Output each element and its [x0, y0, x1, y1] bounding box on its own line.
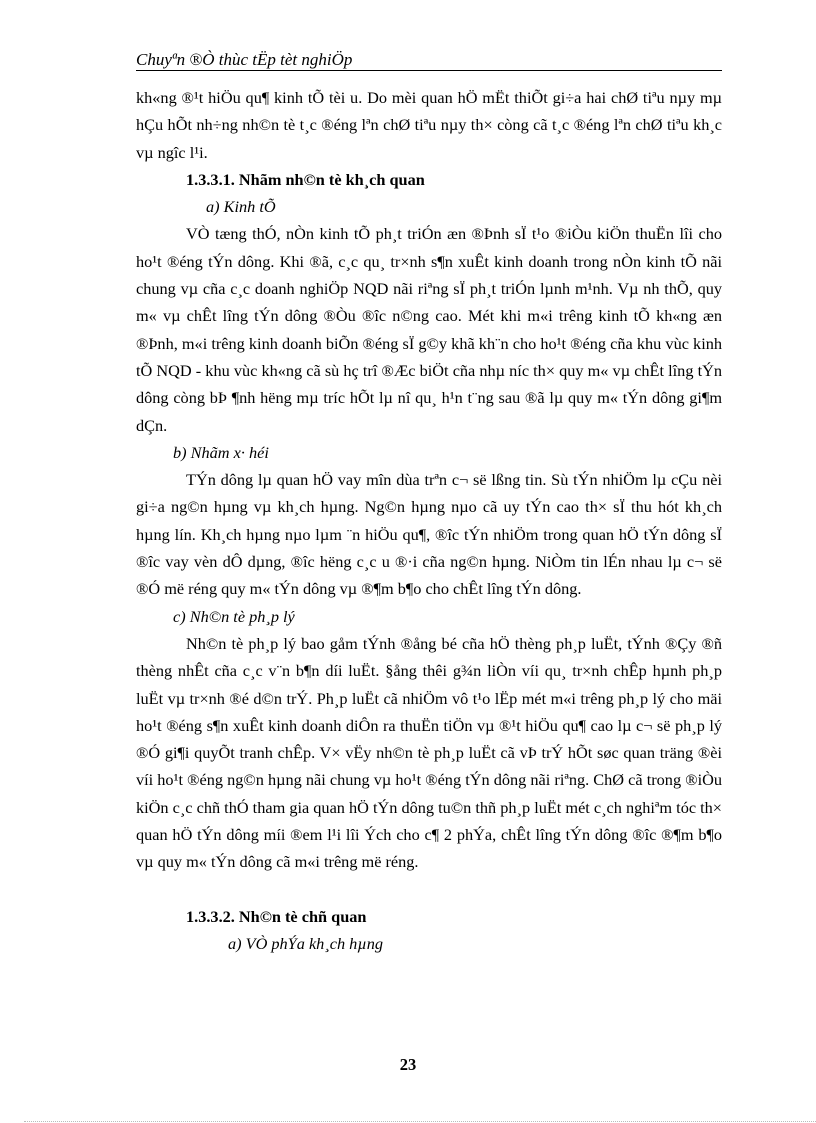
subheading-economy: a) Kinh tÕ	[206, 197, 276, 217]
paragraph-social: TÝn dông lµ quan hÖ vay mîn dùa trªn c¬ së lßng tin. Sù tÝn nhiÖm lµ cÇu nèi gi÷a ng©n hµng vµ kh¸ch hµng. Ng©n hµng nµo cã uy tÝn cao th× sÏ thu hót kh¸ch hµng lín. Kh¸ch hµng nµo lµm ¨n hiÖu qu¶, ®îc tÝn nhiÖm trong quan hÖ tÝn dông sÏ ®îc vay vèn dÔ dµng, ®îc hëng c¸c u ®·i cña ng©n hµng. NiÒm tin lÉn nhau lµ c¬ së ®Ó më réng quy m« tÝn dông vµ ®¶m b¶o cho chÊt lîng tÝn dông.	[136, 470, 722, 599]
paragraph-economy: VÒ tæng thÓ, nÒn kinh tÕ ph¸t triÓn æn ®Þnh sÏ t¹o ®iÒu kiÖn thuËn lîi cho ho¹t ®éng tÝn dông. Khi ®ã, c¸c qu¸ tr×nh s¶n xuÊt kinh doanh trong nÒn kinh tÕ nãi chung vµ cña c¸c doanh nghiÖp NQD nãi riªng sÏ ph¸t triÓn lµnh m¹nh. Vµ nh thÕ, quy m« vµ chÊt lîng tÝn dông ®Òu ®îc n©ng cao. Mét khi m«i trêng kinh tÕ kh«ng æn ®Þnh, m«i trêng kinh doanh biÕn ®éng sÏ g©y khã kh¨n cho ho¹t ®éng cña khu vùc kinh tÕ NQD - khu vùc kh«ng cã sù hç trî ®Æc biÖt cña nhµ níc th× quy m« vµ chÊt lîng tÝn dông còng bÞ ¶nh hëng mµ tríc hÕt lµ nî qu¸ h¹n t¨ng sau ®ã lµ quy m« tÝn dông gi¶m dÇn.	[136, 224, 722, 435]
page-bottom-rule	[24, 1121, 816, 1122]
subheading-customer: a) VÒ phÝa kh¸ch hµng	[228, 933, 383, 953]
spacer	[136, 876, 722, 903]
running-header: Chuyªn ®Ò thùc tËp tèt nghiÖp	[136, 50, 353, 69]
subheading-social: b) Nhãm x· héi	[173, 442, 269, 462]
paragraph-legal: Nh©n tè ph¸p lý bao gåm tÝnh ®ång bé cña hÖ thèng ph¸p luËt, tÝnh ®Çy ®ñ thèng nhÊt cña c¸c v¨n b¶n díi luËt. §ång thêi g¾n liÒn víi qu¸ tr×nh chÊp hµnh ph¸p luËt vµ tr×nh ®é d©n trÝ. Ph¸p luËt cã nhiÖm vô t¹o lËp mét m«i trêng ph¸p lý cho mäi ho¹t ®éng s¶n xuÊt kinh doanh diÔn ra thuËn tiÖn vµ ®¹t hiÖu qu¶ cao lµ c¬ së ph¸p lý ®Ó gi¶i quyÕt tranh chÊp. V× vËy nh©n tè ph¸p luËt cã vÞ trÝ hÕt søc quan träng ®èi víi ho¹t ®éng ng©n hµng nãi chung vµ ho¹t ®éng tÝn dông nãi riªng. ChØ cã trong ®iÒu kiÖn c¸c chñ thÓ tham gia quan hÖ tÝn dông tu©n thñ ph¸p luËt mét c¸ch nghiªm tóc th× quan hÖ tÝn dông míi ®em l¹i lîi Ých cho c¶ 2 phÝa, chÊt lîng tÝn dông ®îc ®¶m b¶o vµ quy m« tÝn dông cã m«i trêng më réng.	[136, 633, 722, 872]
paragraph-intro: kh«ng ®¹t hiÖu qu¶ kinh tÕ tèi u. Do mèi quan hÖ mËt thiÕt gi÷a hai chØ tiªu nµy mµ hÇu hÕt nh÷ng nh©n tè t¸c ®éng lªn chØ tiªu nµy th× còng cã t¸c ®éng lªn chØ tiªu kh¸c vµ ngîc l¹i.	[136, 88, 722, 162]
section-heading-objective-factors: 1.3.3.1. Nhãm nh©n tè kh¸ch quan	[186, 169, 425, 189]
section-heading-subjective-factors: 1.3.3.2. Nh©n tè chñ quan	[186, 906, 367, 926]
header-rule	[136, 70, 722, 71]
body-text	[136, 84, 722, 957]
page-number: 23	[399, 1055, 417, 1074]
subheading-legal: c) Nh©n tè ph¸p lý	[173, 606, 295, 626]
